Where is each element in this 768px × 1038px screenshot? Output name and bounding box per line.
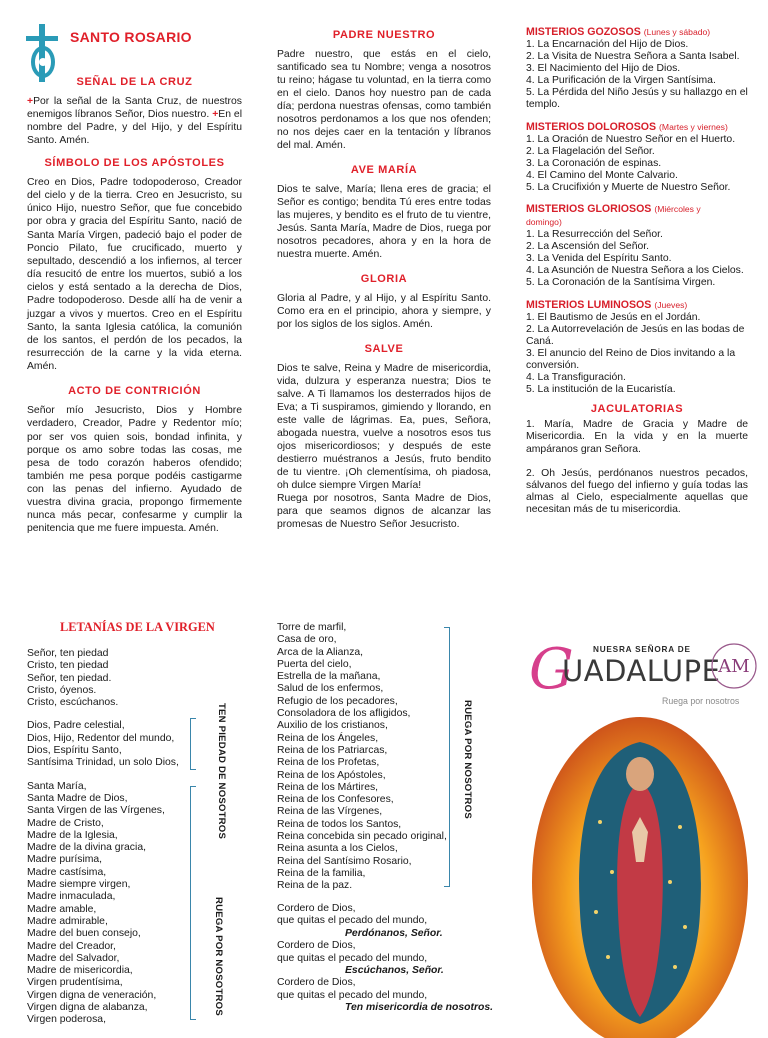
litany-line: Santísima Trinidad, un solo Dios,	[27, 757, 179, 769]
litany-line: Dios, Hijo, Redentor del mundo,	[27, 732, 175, 744]
jaculatoria-1: 1. María, Madre de Gracia y Madre de Misericordia. En la vida y en la muerte ampáranos gran Señora.	[526, 419, 748, 455]
litany-line: Reina de los Confesores,	[277, 794, 394, 806]
mystery-item: 3. El Nacimiento del Hijo de Dios.	[526, 63, 681, 75]
padre-text: Padre nuestro, que estás en el cielo, santificado sea tu Nombre; venga a nosotros tu reino; hágase tu voluntad, en la tierra como en el cielo. Danos hoy nuestro pan de cada día; perdona nuestras ofensas, como también nosotros perdonamos a los que nos ofenden; no nos dejes caer en la tentación y líbranos del mal. Amén.	[277, 49, 491, 151]
ave-title: AVE MARÍA	[350, 164, 418, 176]
marian-monogram-icon	[709, 641, 759, 691]
jaculatorias-title: JACULATORIAS	[590, 403, 684, 416]
cross-mark-icon: +	[212, 109, 219, 120]
litany-line: Auxilio de los cristianos,	[277, 720, 388, 732]
gloriosos-list	[526, 229, 748, 289]
mystery-item: 1. La Oración de Nuestro Señor en el Huerto.	[526, 133, 736, 145]
gozosos-list	[526, 39, 748, 112]
mystery-item: 5. La Pérdida del Niño Jesús y su hallazgo en el templo.	[526, 87, 748, 111]
agnus-line: que quitas el pecado del mundo,	[277, 915, 428, 927]
litany-line: Santa María,	[27, 780, 87, 792]
litany-line: Reina de la paz.	[277, 880, 353, 892]
litany-line: Madre del buen consejo,	[27, 928, 141, 940]
litany-line: Reina concebida sin pecado original,	[277, 831, 447, 843]
bracket-ruega-1	[190, 786, 191, 1020]
column-1	[27, 76, 242, 539]
litany-line: Señor, ten piedad.	[27, 672, 112, 684]
mystery-item: 3. La Coronación de espinas.	[526, 157, 662, 169]
guadalupe-initial-g-icon	[527, 637, 574, 702]
agnus-response: Ten misericordia de nosotros.	[345, 1002, 494, 1014]
dolorosos-title: MISTERIOS DOLOROSOS (Martes y viernes)	[526, 120, 728, 133]
page-title: SANTO ROSARIO	[70, 29, 192, 45]
litany-line: Virgen prudentísima,	[27, 977, 123, 989]
litany-line: Dios, Espíritu Santo,	[27, 745, 122, 757]
guadalupe-big-title: UADALUPE	[562, 654, 721, 688]
litany-line: Madre de Cristo,	[27, 817, 104, 829]
litany-line: Virgen digna de veneración,	[27, 989, 157, 1001]
luminosos-list	[526, 312, 748, 397]
senal-text-2: En el nombre del Padre, y del Hijo, y del Espíritu Santo. Amén.	[27, 109, 243, 146]
column-3	[526, 26, 748, 517]
litany-line: Arca de la Alianza,	[277, 646, 364, 658]
misterios-gozosos	[526, 26, 748, 112]
svg-text:G: G	[529, 637, 574, 702]
agnus-line: Cordero de Dios,	[277, 940, 356, 952]
mystery-item: 5. La Crucifixión y Muerte de Nuestro Señor.	[526, 181, 731, 193]
contricion-text: Señor mío Jesucristo, Dios y Hombre verdadero, Creador, Padre y Redentor mío; por ser vos quien sois, bondad infinita, y porque os amo sobre todas las cosas, me pesa de todo corazón haberos ofendido; también me pesa porque podéis castigarme con las penas del infierno. Ayudado de vuestra divina gracia, propongo firmemente nunca más pecar, confesarme y cumplir la penitencia que me fuere impuesta. Amén.	[27, 405, 242, 535]
litany-line: Madre de misericordia,	[27, 965, 133, 977]
litany-line: Casa de oro,	[277, 634, 337, 646]
mystery-item: 1. La Encarnación del Hijo de Dios.	[526, 39, 689, 50]
response-ten-piedad: TEN PIEDAD DE NOSOTROS	[216, 703, 227, 840]
mystery-item: 1. La Resurrección del Señor.	[526, 229, 663, 241]
gloria-text: Gloria al Padre, y al Hijo, y al Espíritu Santo. Como era en el principio, ahora y siempre, y por los siglos de los siglos. Amén.	[277, 293, 491, 330]
contricion-title: ACTO DE CONTRICIÓN	[68, 385, 201, 398]
luminosos-title: MISTERIOS LUMINOSOS (Jueves)	[526, 298, 688, 311]
agnus-response: Escúchanos, Señor.	[345, 965, 444, 977]
litany-line: Señor, ten piedad	[27, 648, 109, 659]
litany-line: Consoladora de los afligidos,	[277, 708, 411, 720]
litany-line: Reina de los Mártires,	[277, 781, 379, 793]
litany-line: Reina de todos los Santos,	[277, 818, 402, 830]
letanias-group-1	[27, 648, 179, 709]
misterios-gloriosos	[526, 203, 748, 289]
senal-title: SEÑAL DE LA CRUZ	[76, 76, 193, 88]
litany-line: Reina del Santísimo Rosario,	[277, 855, 412, 867]
litany-line: Salud de los enfermos,	[277, 683, 384, 695]
litany-line: Madre de la divina gracia,	[27, 842, 146, 854]
gloria-title: GLORIA	[360, 273, 408, 285]
mystery-item: 5. La Coronación de la Santísima Virgen.	[526, 277, 716, 289]
letanias-column-1	[27, 648, 179, 1038]
response-ruega-2: RUEGA POR NOSOTROS	[462, 700, 473, 819]
padre-title: PADRE NUESTRO	[332, 29, 436, 41]
litany-line: Reina de los Profetas,	[277, 757, 380, 769]
mystery-item: 3. El anuncio del Reino de Dios invitando a la conversión.	[526, 347, 736, 371]
agnus-line: Cordero de Dios,	[277, 903, 356, 914]
litany-line: Puerta del cielo,	[277, 658, 352, 670]
bracket-ruega-2	[449, 627, 450, 887]
cross-mark-icon: +	[27, 96, 34, 107]
bracket-ten-piedad	[190, 718, 191, 770]
agnus-response: Perdónanos, Señor.	[345, 927, 443, 939]
salve-title: SALVE	[364, 343, 404, 355]
litany-line: Estrella de la mañana,	[277, 671, 381, 683]
litany-line: Refugio de los pecadores,	[277, 695, 398, 707]
mystery-item: 2. La Visita de Nuestra Señora a Santa Isabel.	[526, 51, 740, 63]
litany-line: Cristo, óyenos.	[27, 684, 97, 696]
litany-line: Madre castísima,	[27, 866, 107, 878]
litany-line: Reina de los Ángeles,	[277, 732, 379, 744]
litany-line: Madre admirable,	[27, 915, 108, 927]
agnus-line: que quitas el pecado del mundo,	[277, 989, 428, 1001]
gozosos-title: MISTERIOS GOZOSOS (Lunes y sábado)	[526, 26, 711, 38]
mystery-item: 2. La Ascensión del Señor.	[526, 241, 650, 253]
simbolo-text: Creo en Dios, Padre todopoderoso, Creador del cielo y de la tierra. Creo en Jesucristo, su único Hijo, nuestro Señor, que fue concebido por obra y gracia del Espíritu Santo, nació de Santa María Virgen, padeció bajo el poder de Poncio Pilato, fue crucificado, muerto y sepultado, descendió a los infiernos, al tercer día resucitó de entre los muertos, subió a los cielos y está sentado a la derecha de Dios, Padre todopoderoso. Desde allí ha de venir a juzgar a vivos y muertos. Creo en el Espíritu Santo, la santa Iglesia católica, la comunión de los santos, el perdón de los pecados, la resurrección de la carne y la vida eterna. Amén.	[27, 177, 242, 373]
litany-line: Reina asunta a los Cielos,	[277, 843, 398, 855]
litany-line: Madre de la Iglesia,	[27, 829, 118, 841]
jaculatoria-2: 2. Oh Jesús, perdónanos nuestros pecados, sálvanos del fuego del infierno y guía todas las almas al Cielo, especialmente aquellas que necesitan más de tu misericordia.	[526, 467, 748, 516]
litany-line: Madre purísima,	[27, 854, 103, 866]
mystery-item: 2. La Autorrevelación de Jesús en las bodas de Caná.	[526, 323, 745, 347]
mystery-item: 3. La Venida del Espíritu Santo.	[526, 253, 672, 265]
ave-text: Dios te salve, María; llena eres de gracia; el Señor es contigo; bendita Tú eres entre todas las mujeres, y bendito es el fruto de tu vientre, Jesús. Santa María, Madre de Dios, ruega por nosotros pecadores, ahora y en la hora de nuestra muerte. Amén.	[277, 184, 491, 260]
mystery-item: 4. La Purificación de la Virgen Santísima.	[526, 75, 716, 87]
dolorosos-list	[526, 134, 748, 194]
litany-line: Madre del Salvador,	[27, 952, 120, 964]
svg-text:AM: AM	[718, 656, 750, 677]
litany-line: Reina de la familia,	[277, 867, 366, 879]
litany-line: Madre del Creador,	[27, 940, 116, 952]
mystery-item: 2. La Flagelación del Señor.	[526, 145, 655, 157]
litany-line: Cristo, escúchanos.	[27, 697, 119, 709]
mystery-item: 5. La institución de la Eucaristía.	[526, 384, 676, 396]
litany-line: Madre amable,	[27, 903, 97, 915]
litany-line: Santa Virgen de las Vírgenes,	[27, 805, 165, 817]
misterios-luminosos	[526, 299, 748, 397]
letanias-group-2	[27, 720, 179, 769]
senal-text	[27, 95, 242, 147]
litany-line: Torre de marfil,	[277, 622, 347, 633]
guadalupe-small-title: NUESRA SEÑORA DE	[593, 645, 691, 654]
letanias-group-3	[27, 781, 179, 1027]
litany-line: Madre inmaculada,	[27, 891, 116, 903]
agnus-dei	[277, 903, 493, 1015]
mystery-item: 1. El Bautismo de Jesús en el Jordán.	[526, 311, 701, 323]
litany-line: Madre siempre virgen,	[27, 879, 131, 891]
mystery-item: 4. La Asunción de Nuestra Señora a los Cielos.	[526, 265, 744, 277]
litany-line: Dios, Padre celestial,	[27, 720, 125, 732]
simbolo-title: SÍMBOLO DE LOS APÓSTOLES	[44, 157, 225, 169]
litany-line: Reina de los Patriarcas,	[277, 744, 388, 756]
virgin-of-guadalupe-image	[520, 712, 760, 1024]
gloriosos-title: MISTERIOS GLORIOSOS (Miércoles y domingo)	[526, 203, 701, 228]
mystery-item: 4. La Transfiguración.	[526, 371, 626, 383]
salve-text-2: Ruega por nosotros, Santa Madre de Dios, para que seamos dignos de alcanzar las promesas de Nuestro Señor Jesucristo.	[277, 493, 491, 530]
senal-text-1: Por la señal de la Santa Cruz, de nuestros enemigos líbranos Señor, Dios nuestro.	[27, 96, 242, 120]
rosary-cross-logo-icon	[18, 24, 68, 82]
agnus-line: Cordero de Dios,	[277, 977, 356, 989]
litany-line: Virgen digna de alabanza,	[27, 1002, 148, 1014]
litany-line: Virgen poderosa,	[27, 1014, 106, 1026]
guadalupe-tagline: Ruega por nosotros	[662, 696, 740, 706]
litany-line: Santa Madre de Dios,	[27, 792, 128, 804]
litany-line: Cristo, ten piedad	[27, 660, 109, 672]
salve-text-1: Dios te salve, Reina y Madre de misericordia, vida, dulzura y esperanza nuestra; Dios te salve. A Ti llamamos los desterrados hijos de Eva; a Ti suspiramos, gimiendo y llorando, en este valle de lágrimas. Ea, pues, Señora, abogada nuestra, vuelve a nosotros esos tus ojos misericordiosos; y después de este destierro muéstranos a Jesús, fruto bendito de tu vientre. ¡Oh clementísima, oh piadosa, oh dulce siempre Virgen María!	[277, 363, 491, 491]
litany-line: Reina de los Apóstoles,	[277, 769, 386, 781]
misterios-dolorosos	[526, 121, 748, 194]
letanias-column-2	[277, 622, 447, 893]
mystery-item: 4. El Camino del Monte Calvario.	[526, 169, 678, 181]
letanias-title: LETANÍAS DE LA VIRGEN	[60, 620, 215, 634]
column-2	[277, 29, 491, 535]
litany-line: Reina de las Vírgenes,	[277, 806, 383, 818]
agnus-line: que quitas el pecado del mundo,	[277, 952, 428, 964]
response-ruega-1: RUEGA POR NOSOTROS	[213, 897, 224, 1016]
